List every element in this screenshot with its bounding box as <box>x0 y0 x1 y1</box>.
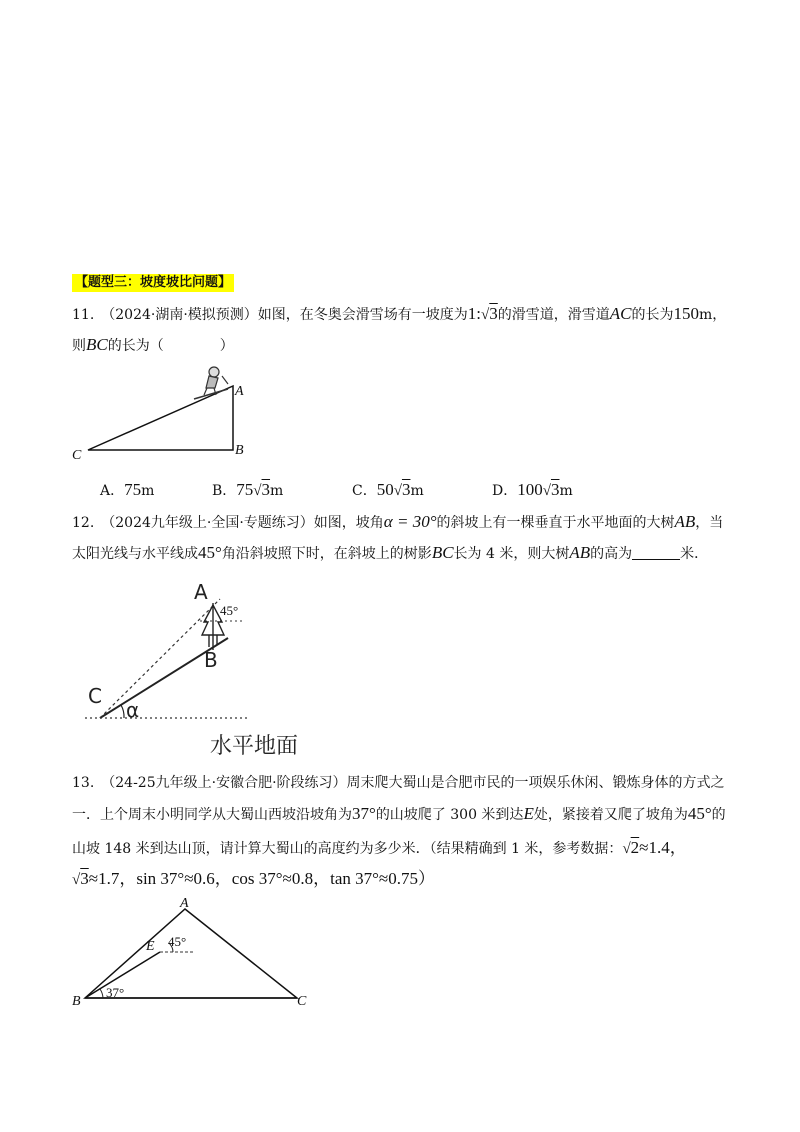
q13-label-45: 45° <box>168 934 187 949</box>
section-title: 【题型三：坡度坡比问题】 <box>72 274 234 292</box>
q13-label-a: A <box>180 896 189 911</box>
q13-label-b: B <box>72 994 81 1009</box>
q13-label-c: C <box>297 994 307 1009</box>
q12-label-b: B <box>204 648 218 672</box>
q13-line4: √3≈1.7，sin 37°≈0.6，cos 37°≈0.8，tan 37°≈0.75） <box>72 869 435 888</box>
q13-label-e: E <box>146 939 155 954</box>
q13-line1: 13. （24-25九年级上·安徽合肥·阶段练习）周末爬大蜀山是合肥市民的一项娱乐休闲、锻炼身体的方式之 <box>72 775 725 791</box>
q11-label-c: C <box>72 448 82 463</box>
skier-icon <box>194 367 228 399</box>
q12-label-c: C <box>88 684 102 708</box>
q11-line2: 则BC的长为（ ） <box>72 335 234 354</box>
q13-label-37: 37° <box>106 985 125 1000</box>
q11-choice-a[interactable]: A．75m <box>100 480 155 499</box>
q12-label-alpha: α <box>126 698 140 722</box>
q11-ratio-root: 3 <box>489 304 498 323</box>
q11-choice-d[interactable]: D．100√3m <box>492 480 573 499</box>
q12-sun-ray <box>100 599 220 718</box>
q11-line1: 11. （2024·湖南·模拟预测）如图，在冬奥会滑雪场有一坡度为1:√3的滑雪道，滑雪道AC的长为150m， <box>72 304 727 323</box>
q12-line2: 太阳光线与水平线成45°角沿斜坡照下时，在斜坡上的树影BC长为 4 米，则大树AB的高为 米． <box>72 543 709 562</box>
q11-triangle <box>88 386 233 450</box>
q13-angle-arc-37 <box>100 989 103 998</box>
q13-line3: 山坡 148 米到达山顶，请计算大蜀山的高度约为多少米．（结果精确到 1 米，参考数据：√2≈1.4， <box>72 838 687 857</box>
q12-label-45: 45° <box>220 603 239 618</box>
q12-alpha-arc <box>121 705 124 718</box>
q13-line2: 一．上个周末小明同学从大蜀山西坡沿坡角为37°的山坡爬了 300 米到达E处，紧接着又爬了坡角为45°的 <box>72 804 726 823</box>
q12-answer-blank[interactable] <box>632 545 680 560</box>
q12-line1: 12. （2024九年级上·全国·专题练习）如图，坡角α = 30°的斜坡上有一棵垂直于水平地面的大树AB，当 <box>72 512 724 531</box>
q12-ground-caption: 水平地面 <box>210 734 299 759</box>
q11-choice-b[interactable]: B．75√3m <box>212 480 284 499</box>
q12-figure <box>80 575 350 760</box>
q11-figure <box>70 362 270 464</box>
q11-choice-c[interactable]: C．50√3m <box>352 480 424 499</box>
q11-label-a: A <box>235 384 244 399</box>
q12-label-a: A <box>194 580 208 604</box>
q11-label-b: B <box>235 443 244 458</box>
q13-figure <box>70 895 330 1015</box>
